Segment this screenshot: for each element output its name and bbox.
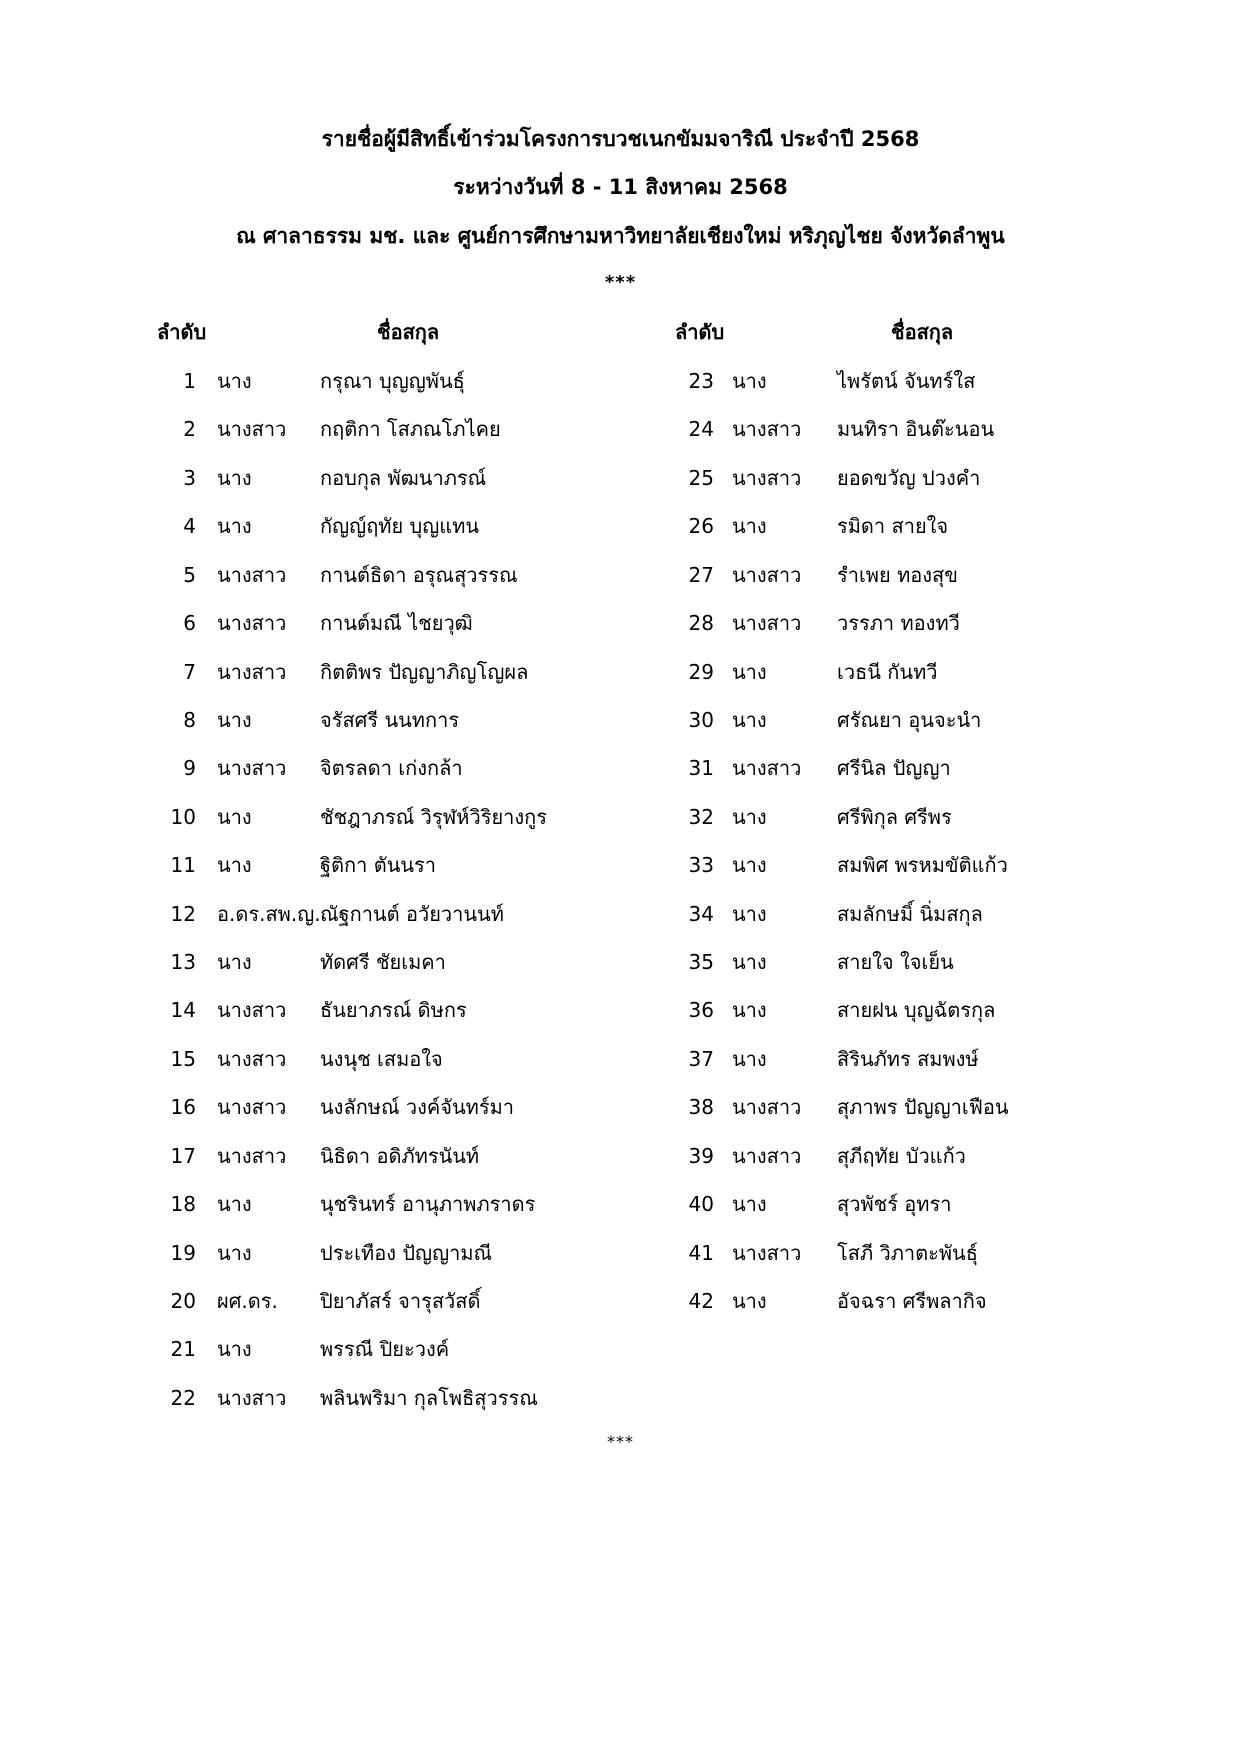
item-name: สมพิศ พรหมขัติแก้ว bbox=[837, 853, 1008, 878]
item-title: นางสาว bbox=[217, 562, 287, 587]
item-name: สายใจ ใจเย็น bbox=[837, 950, 954, 975]
item-name: สายฝน บุญฉัตรกุล bbox=[837, 998, 996, 1023]
item-title: นาง bbox=[732, 369, 767, 393]
item-number: 24 bbox=[688, 417, 714, 442]
item-name: ไพรัตน์ จันทร์ใส bbox=[837, 369, 976, 393]
item-name: ศรีนิล ปัญญา bbox=[837, 756, 951, 781]
item-name: รำเพย ทองสุข bbox=[837, 562, 958, 587]
item-number: 13 bbox=[170, 950, 196, 975]
item-number: 8 bbox=[183, 707, 196, 732]
venue-line: ณ ศาลาธรรม มช. และ ศูนย์การศึกษามหาวิทยาลัยเชียงใหม่ หริภุญไชย จังหวัดลำพูน bbox=[236, 224, 1005, 248]
item-number: 21 bbox=[170, 1337, 196, 1362]
item-title: นาง bbox=[217, 1240, 252, 1265]
item-name: กานต์ธิดา อรุณสุวรรณ bbox=[320, 562, 518, 587]
item-number: 16 bbox=[170, 1095, 196, 1120]
item-title: นางสาว bbox=[217, 417, 287, 442]
item-title: นาง bbox=[732, 998, 767, 1023]
item-title: นาง bbox=[732, 1192, 767, 1217]
item-title: นางสาว bbox=[217, 756, 287, 781]
item-number: 4 bbox=[183, 514, 196, 539]
item-title: นางสาว bbox=[732, 611, 802, 636]
item-title: นาง bbox=[732, 804, 767, 829]
item-number: 15 bbox=[170, 1046, 196, 1071]
item-title: นางสาว bbox=[217, 1095, 287, 1120]
item-number: 19 bbox=[170, 1240, 196, 1265]
left-name-header: ชื่อสกุล bbox=[377, 320, 440, 344]
item-title: ผศ.ดร. bbox=[217, 1289, 278, 1314]
item-name: สุภาพร ปัญญาเฟือน bbox=[837, 1095, 1009, 1120]
item-number: 35 bbox=[688, 950, 714, 975]
item-title: นาง bbox=[732, 853, 767, 878]
item-number: 41 bbox=[688, 1240, 714, 1265]
item-number: 27 bbox=[688, 562, 714, 587]
item-number: 32 bbox=[688, 804, 714, 829]
item-number: 10 bbox=[170, 804, 196, 829]
item-title: นางสาว bbox=[217, 1046, 287, 1071]
right-number-header: ลำดับ bbox=[675, 320, 725, 344]
item-number: 1 bbox=[183, 369, 196, 393]
item-title: นางสาว bbox=[217, 1143, 287, 1168]
item-number: 30 bbox=[688, 707, 714, 732]
item-name: ชัชฎาภรณ์ วิรุฬห์วิริยางกูร bbox=[320, 804, 548, 829]
item-title: นาง bbox=[732, 901, 767, 926]
item-number: 23 bbox=[688, 369, 714, 393]
item-number: 29 bbox=[688, 659, 714, 684]
item-name: ศรีพิกุล ศรีพร bbox=[837, 804, 952, 829]
item-name: ทัดศรี ชัยเมคา bbox=[320, 950, 446, 975]
item-name: กิตติพร ปัญญาภิญโญผล bbox=[320, 659, 529, 684]
item-title: นาง bbox=[217, 950, 252, 975]
item-title: นาง bbox=[217, 1192, 252, 1217]
item-number: 26 bbox=[688, 514, 714, 539]
item-name: ประเทือง ปัญญามณี bbox=[320, 1240, 493, 1265]
item-name: กัญญ์ฤทัย บุญแทน bbox=[320, 514, 480, 539]
item-title: นาง bbox=[217, 369, 252, 393]
item-title: นาง bbox=[732, 514, 767, 539]
item-number: 36 bbox=[688, 998, 714, 1023]
header-separator: *** bbox=[604, 272, 637, 293]
item-number: 12 bbox=[170, 901, 196, 926]
item-number: 31 bbox=[688, 756, 714, 781]
item-title: นางสาว bbox=[732, 417, 802, 442]
item-title: นางสาว bbox=[217, 998, 287, 1023]
item-name: ปิยาภัสร์ จารุสวัสดิ์ bbox=[320, 1289, 481, 1314]
item-number: 42 bbox=[688, 1289, 714, 1314]
item-name: เวธนี กันทวี bbox=[837, 659, 938, 684]
item-number: 28 bbox=[688, 611, 714, 636]
item-name: รมิดา สายใจ bbox=[837, 514, 949, 539]
item-name: ฐิติกา ตันนรา bbox=[320, 853, 437, 878]
item-title: นางสาว bbox=[732, 1095, 802, 1120]
item-name: พรรณี ปิยะวงค์ bbox=[320, 1337, 450, 1362]
item-number: 38 bbox=[688, 1095, 714, 1120]
item-title: นาง bbox=[217, 465, 252, 490]
item-number: 39 bbox=[688, 1143, 714, 1168]
item-name: นงลักษณ์ วงค์จันทร์มา bbox=[320, 1095, 515, 1120]
item-name: ณัฐกานต์ อวัยวานนท์ bbox=[320, 901, 504, 926]
item-number: 37 bbox=[688, 1046, 714, 1071]
item-title: นาง bbox=[217, 1337, 252, 1362]
item-number: 7 bbox=[183, 659, 196, 684]
item-name: สมลักษมิ์ นิ่มสกุล bbox=[837, 901, 983, 926]
item-title: นาง bbox=[217, 707, 252, 732]
item-number: 17 bbox=[170, 1143, 196, 1168]
item-name: กฤติกา โสภณโภไคย bbox=[320, 417, 501, 442]
footer-separator: *** bbox=[607, 1432, 634, 1451]
item-title: นางสาว bbox=[732, 756, 802, 781]
item-name: กรุณา บุญญพันธุ์ bbox=[320, 369, 465, 393]
item-name: วรรภา ทองทวี bbox=[837, 611, 960, 636]
item-number: 9 bbox=[183, 756, 196, 781]
item-title: นางสาว bbox=[732, 562, 802, 587]
item-name: โสภี วิภาตะพันธุ์ bbox=[837, 1240, 978, 1265]
item-name: นงนุช เสมอใจ bbox=[320, 1046, 443, 1071]
item-title: นางสาว bbox=[732, 465, 802, 490]
item-name: ยอดขวัญ ปวงคำ bbox=[837, 465, 981, 490]
item-name: กอบกุล พัฒนาภรณ์ bbox=[320, 465, 487, 490]
item-number: 5 bbox=[183, 562, 196, 587]
item-name: พลินพริมา กุลโพธิสุวรรณ bbox=[320, 1385, 538, 1410]
item-number: 18 bbox=[170, 1192, 196, 1217]
left-number-header: ลำดับ bbox=[157, 320, 207, 344]
item-number: 3 bbox=[183, 465, 196, 490]
item-title: นาง bbox=[217, 514, 252, 539]
item-number: 11 bbox=[170, 853, 196, 878]
item-title: นางสาว bbox=[217, 611, 287, 636]
item-title: นางสาว bbox=[217, 659, 287, 684]
item-name: กานต์มณี ไชยวุฒิ bbox=[320, 611, 473, 636]
item-number: 6 bbox=[183, 611, 196, 636]
item-name: สิรินภัทร สมพงษ์ bbox=[837, 1046, 979, 1071]
item-title: นางสาว bbox=[732, 1143, 802, 1168]
item-title: นาง bbox=[732, 950, 767, 975]
item-number: 33 bbox=[688, 853, 714, 878]
item-name: สุภีฤทัย บัวแก้ว bbox=[837, 1143, 966, 1168]
item-name: ธันยาภรณ์ ดิษกร bbox=[320, 998, 467, 1023]
item-title: นาง bbox=[217, 853, 252, 878]
item-name: จิตรลดา เก่งกล้า bbox=[320, 756, 463, 781]
item-title: อ.ดร.สพ.ญ. bbox=[217, 901, 321, 926]
item-name: จรัสศรี นนทการ bbox=[320, 707, 460, 732]
item-title: นาง bbox=[732, 1046, 767, 1071]
item-title: นาง bbox=[732, 707, 767, 732]
right-name-header: ชื่อสกุล bbox=[891, 320, 954, 344]
item-name: อัจฉรา ศรีพลากิจ bbox=[837, 1289, 987, 1314]
item-name: นุชรินทร์ อานุภาพภราดร bbox=[320, 1192, 536, 1217]
item-title: นาง bbox=[732, 1289, 767, 1314]
item-name: นิธิดา อดิภัทรนันท์ bbox=[320, 1143, 480, 1168]
item-number: 34 bbox=[688, 901, 714, 926]
item-number: 14 bbox=[170, 998, 196, 1023]
item-title: นาง bbox=[217, 804, 252, 829]
item-number: 22 bbox=[170, 1385, 196, 1410]
item-title: นางสาว bbox=[217, 1385, 287, 1410]
date-range: ระหว่างวันที่ 8 - 11 สิงหาคม 2568 bbox=[453, 175, 788, 199]
item-name: สุวพัชร์ อุทรา bbox=[837, 1192, 952, 1217]
document-title: รายชื่อผู้มีสิทธิ์เข้าร่วมโครงการบวชเนกขัมมจาริณี ประจำปี 2568 bbox=[321, 127, 920, 151]
item-name: ศรัณยา อุนจะนำ bbox=[837, 707, 982, 732]
item-number: 25 bbox=[688, 465, 714, 490]
item-number: 40 bbox=[688, 1192, 714, 1217]
item-number: 2 bbox=[183, 417, 196, 442]
item-title: นาง bbox=[732, 659, 767, 684]
item-number: 20 bbox=[170, 1289, 196, 1314]
item-name: มนทิรา อินต๊ะนอน bbox=[837, 417, 995, 442]
item-title: นางสาว bbox=[732, 1240, 802, 1265]
